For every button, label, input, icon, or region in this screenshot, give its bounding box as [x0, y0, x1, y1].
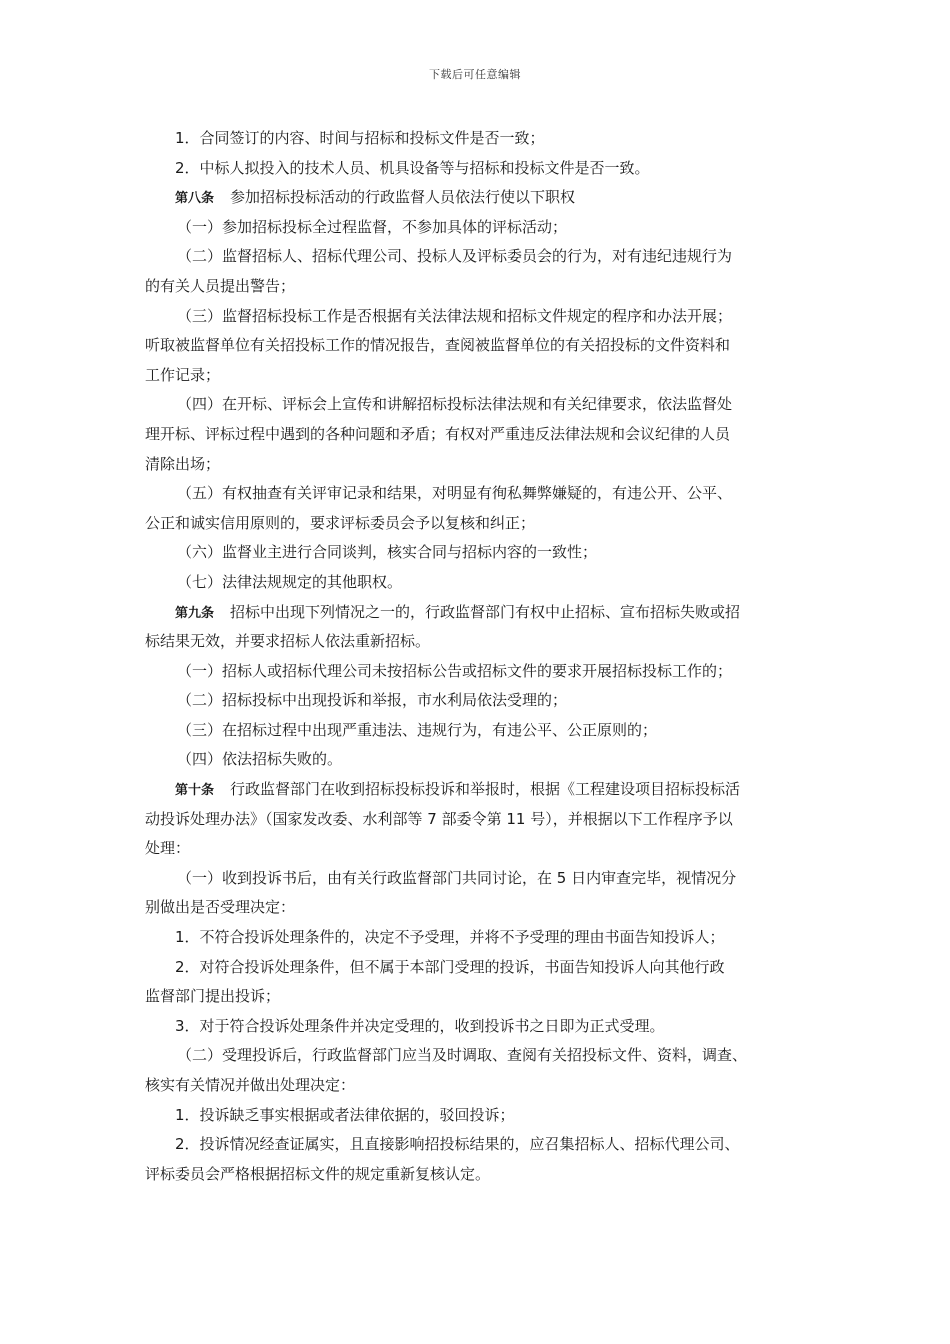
- line-text: 参加招标投标活动的行政监督人员依法行使以下职权: [230, 188, 576, 207]
- text-line: [145, 834, 810, 864]
- line-text: 核实有关情况并做出处理决定：: [145, 1076, 356, 1094]
- line-text: 的有关人员提出警告；: [145, 276, 296, 295]
- line-text: 理开标、评标过程中遇到的各种问题和矛盾；有权对严重违反法律法规和会议纪律的人员: [145, 424, 731, 443]
- text-line: [145, 923, 810, 953]
- line-text: （三）监督招标投标工作是否根据有关法律法规和招标文件规定的程序和办法开展；: [177, 306, 733, 325]
- text-line: [145, 450, 810, 480]
- text-line: [145, 272, 810, 302]
- page-header: 下载后可任意编辑: [429, 68, 521, 81]
- text-line: [145, 953, 810, 983]
- line-text: （四）依法招标失败的。: [177, 750, 343, 769]
- text-line: [145, 331, 810, 361]
- line-text: （一）招标人或招标代理公司未按招标公告或招标文件的要求开展招标投标工作的；: [177, 661, 733, 680]
- text-line: [145, 213, 810, 243]
- text-line: [145, 1130, 810, 1160]
- line-text: 听取被监督单位有关招投标工作的情况报告，查阅被监督单位的有关招投标的文件资料和: [145, 336, 731, 355]
- article-heading-line: [145, 183, 810, 213]
- article-heading-line: [145, 598, 810, 628]
- line-text: 清除出场；: [145, 454, 221, 473]
- line-text: （二）招标投标中出现投诉和举报，市水利局依法受理的；: [177, 691, 568, 710]
- line-text: 行政监督部门在收到招标投标投诉和举报时，根据《工程建设项目招标投标活: [230, 780, 741, 799]
- article-heading-line: [145, 775, 810, 805]
- article-number: 第八条: [175, 191, 215, 207]
- text-line: [145, 568, 810, 598]
- text-line: [145, 1071, 810, 1101]
- text-line: [145, 390, 810, 420]
- article-number: 第十条: [175, 783, 215, 799]
- text-line: [145, 864, 810, 894]
- article-number: 第九条: [175, 605, 215, 621]
- line-text: 1．投诉缺乏事实根据或者法律依据的，驳回投诉；: [175, 1105, 515, 1124]
- line-text: 2．投诉情况经查证属实，且直接影响招投标结果的，应召集招标人、招标代理公司、: [175, 1135, 740, 1154]
- text-line: [145, 1041, 810, 1071]
- text-line: [145, 538, 810, 568]
- line-text: （二）监督招标人、招标代理公司、投标人及评标委员会的行为，对有违纪违规行为: [177, 247, 733, 266]
- line-text: （六）监督业主进行合同谈判，核实合同与招标内容的一致性；: [177, 543, 598, 562]
- line-text: 动投诉处理办法》（国家发改委、水利部等 7 部委令第 11 号），并根据以下工作程序予以: [145, 809, 733, 828]
- line-text: 1．不符合投诉处理条件的，决定不予受理，并将不予受理的理由书面告知投诉人；: [175, 928, 725, 947]
- line-text: （五）有权抽查有关评审记录和结果，对明显有徇私舞弊嫌疑的，有违公开、公平、: [177, 484, 733, 503]
- text-line: [145, 479, 810, 509]
- text-line: [145, 154, 810, 184]
- document-body: [145, 124, 810, 1189]
- text-line: [145, 1160, 810, 1190]
- line-text: 监督部门提出投诉；: [145, 987, 281, 1006]
- text-line: [145, 745, 810, 775]
- line-text: 2．中标人拟投入的技术人员、机具设备等与招标和投标文件是否一致。: [175, 158, 650, 177]
- line-text: （一）参加招标投标全过程监督，不参加具体的评标活动；: [177, 217, 568, 236]
- text-line: [145, 509, 810, 539]
- text-line: [145, 124, 810, 154]
- line-text: （四）在开标、评标会上宣传和讲解招标投标法律法规和有关纪律要求，依法监督处: [177, 395, 733, 414]
- text-line: [145, 893, 810, 923]
- line-text: 评标委员会严格根据招标文件的规定重新复核认定。: [145, 1164, 491, 1183]
- text-line: [145, 686, 810, 716]
- line-text: （二）受理投诉后，行政监督部门应当及时调取、查阅有关招投标文件、资料，调查、: [177, 1046, 748, 1065]
- text-line: [145, 982, 810, 1012]
- text-line: [145, 302, 810, 332]
- line-text: 1．合同签订的内容、时间与招标和投标文件是否一致；: [175, 129, 545, 147]
- text-line: [145, 716, 810, 746]
- text-line: [145, 420, 810, 450]
- text-line: [145, 361, 810, 391]
- line-text: 招标中出现下列情况之一的，行政监督部门有权中止招标、宣布招标失败或招: [230, 602, 741, 621]
- line-text: 公正和诚实信用原则的，要求评标委员会予以复核和纠正；: [145, 513, 536, 532]
- text-line: [145, 242, 810, 272]
- line-text: （一）收到投诉书后，由有关行政监督部门共同讨论，在 5 日内审查完毕，视情况分: [177, 868, 737, 887]
- line-text: 工作记录；: [145, 365, 221, 384]
- text-line: [145, 1012, 810, 1042]
- text-line: [145, 1101, 810, 1131]
- text-line: [145, 627, 810, 657]
- line-text: 2．对符合投诉处理条件，但不属于本部门受理的投诉，书面告知投诉人向其他行政: [175, 957, 725, 976]
- line-text: 别做出是否受理决定：: [145, 898, 296, 917]
- text-line: [145, 805, 810, 835]
- line-text: （三）在招标过程中出现严重违法、违规行为，有违公平、公正原则的；: [177, 720, 658, 739]
- line-text: 处理：: [145, 839, 191, 858]
- text-line: [145, 657, 810, 687]
- line-text: （七）法律法规规定的其他职权。: [177, 572, 403, 591]
- line-text: 标结果无效，并要求招标人依法重新招标。: [145, 632, 431, 651]
- line-text: 3．对于符合投诉处理条件并决定受理的，收到投诉书之日即为正式受理。: [175, 1016, 665, 1035]
